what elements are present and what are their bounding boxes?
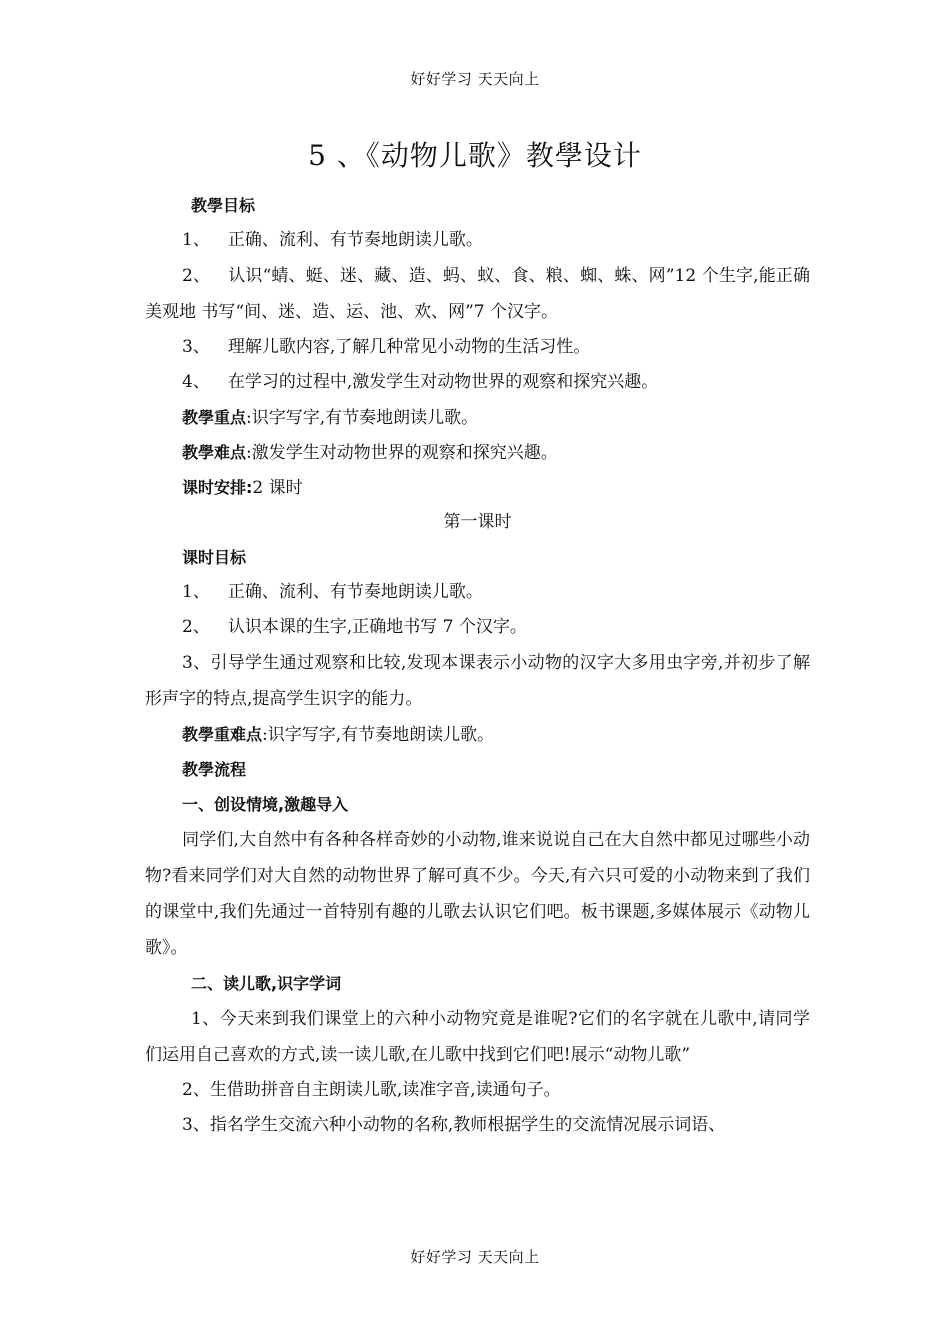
section-2-heading: 二、读儿歌,识字学词 — [191, 974, 342, 993]
separator: : — [246, 478, 253, 497]
section-1-text: 同学们,大自然中有各种各样奇妙的小动物,谁来说说自己在大自然中都见过哪些小动物?看来同学们对大自然的动物世界了解可真不少。今天,有六只可爱的小动物来到了我们的课堂中,我们先通过一首特别有趣的儿歌去认识它们吧。板书课题,多媒体展示《动物儿歌》。 — [145, 830, 810, 958]
lesson-goal-2 — [145, 610, 810, 645]
separator: : — [246, 408, 252, 428]
goal-num: 2、 — [182, 617, 210, 637]
section-1-body — [145, 822, 810, 966]
lesson-goal-3 — [145, 645, 810, 717]
goal-num: 2、 — [182, 266, 211, 286]
section-2-item-2: 2、生借助拼音自主朗读儿歌,读准字音,读通句子。 — [182, 1080, 561, 1100]
goal-item-4 — [145, 365, 810, 400]
goal-item-1 — [145, 223, 810, 258]
key-diff-label: 教學重难点 — [182, 725, 263, 744]
goal-text: 正确、流利、有节奏地朗读儿歌。 — [227, 582, 483, 602]
difficulty-label: 教學难点 — [182, 443, 247, 462]
goal-text: 引导学生通过观察和比较,发现本课表示小动物的汉字大多用虫字旁,并初步了解形声字的特点,提高学生识字的能力。 — [145, 653, 810, 709]
section-1-heading: 一、创设情境,激趣导入 — [182, 795, 349, 814]
goal-text: 认识“蜻、蜓、迷、藏、造、蚂、蚁、食、粮、蜘、蛛、网”12 个生字,能正确美观地 书写“间、迷、造、运、池、欢、网”7 个汉字。 — [145, 266, 810, 322]
goal-text: 正确、流利、有节奏地朗读儿歌。 — [227, 230, 483, 250]
goal-num: 1、 — [182, 230, 210, 250]
goal-item-3 — [145, 330, 810, 365]
schedule-text: 2 课时 — [252, 478, 303, 498]
document-title: 5 、《动物儿歌》教學设计 — [308, 139, 642, 172]
goal-num: 4、 — [182, 372, 210, 392]
goal-text: 理解儿歌内容,了解几种常见小动物的生活习性。 — [227, 337, 591, 357]
page-footer: 好好学习 天天向上 — [410, 1248, 540, 1266]
section-2-text: 1、今天来到我们课堂上的六种小动物究竟是谁呢?它们的名字就在儿歌中,请同学们运用自己喜欢的方式,读一读儿歌,在儿歌中找到它们吧!展示“动物儿歌” — [145, 1009, 810, 1065]
key-diff-text: 识字写字,有节奏地朗读儿歌。 — [267, 725, 495, 745]
lesson-key-diff — [145, 717, 810, 752]
difficulty — [145, 435, 810, 470]
flow-heading: 教學流程 — [182, 760, 247, 779]
goal-text: 在学习的过程中,激发学生对动物世界的观察和探究兴趣。 — [227, 372, 659, 392]
goal-num: 3、 — [182, 653, 211, 673]
separator: : — [262, 725, 268, 745]
goal-text: 认识本课的生字,正确地书写 7 个汉字。 — [227, 617, 527, 637]
lesson-goals-heading: 课时目标 — [182, 548, 247, 567]
difficulty-text: 激发学生对动物世界的观察和探究兴趣。 — [251, 443, 558, 463]
goals-heading: 教學目标 — [191, 196, 256, 215]
document-body — [145, 188, 810, 1143]
lesson-goal-1 — [145, 575, 810, 610]
lesson-title: 第一课时 — [443, 512, 512, 532]
schedule — [145, 470, 810, 505]
section-2-item-3: 3、指名学生交流六种小动物的名称,教师根据学生的交流情况展示词语、 — [182, 1115, 726, 1135]
goal-num: 1、 — [182, 582, 210, 602]
goal-num: 3、 — [182, 337, 210, 357]
separator: : — [246, 443, 252, 463]
key-point-label: 教學重点 — [182, 408, 247, 427]
section-2-item-1 — [145, 1001, 810, 1073]
schedule-label: 课时安排 — [182, 478, 247, 497]
key-point-text: 识字写字,有节奏地朗读儿歌。 — [251, 408, 479, 428]
key-point — [145, 400, 810, 435]
goal-item-2 — [145, 258, 810, 330]
page-header: 好好学习 天天向上 — [410, 70, 540, 88]
